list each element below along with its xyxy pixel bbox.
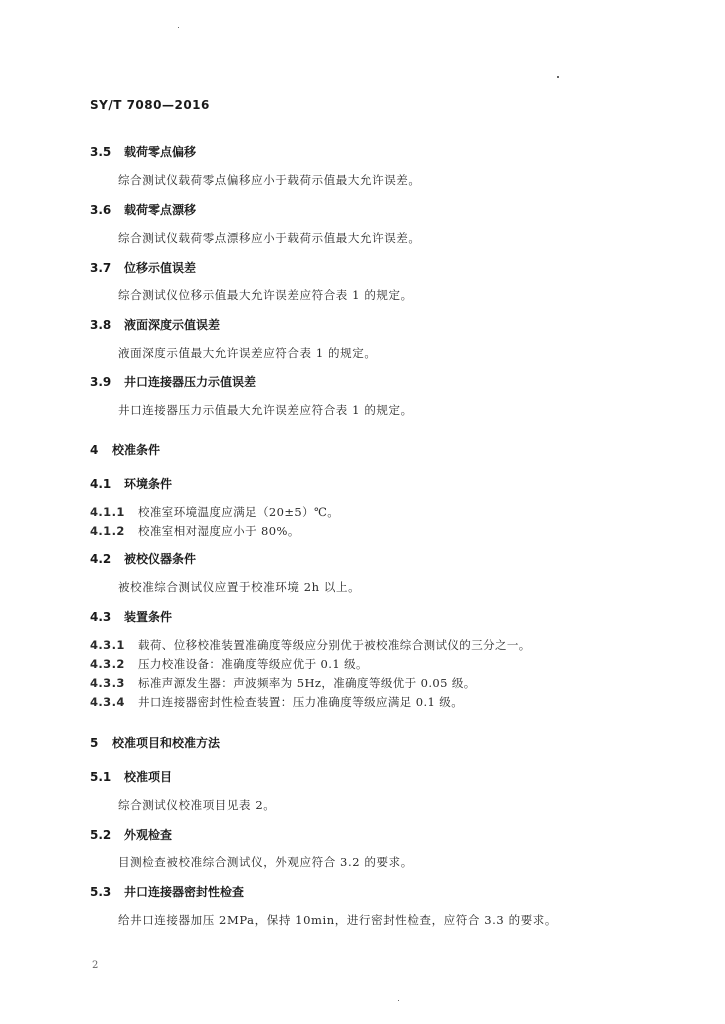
section-3-6-heading [90,201,196,218]
section-3-8-body: 液面深度示值最大允许误差应符合表 1 的规定。 [118,346,377,360]
section-title: 载荷零点偏移 [124,145,197,159]
clause-number: 4.3.2 [90,657,125,671]
clause-number: 4.3.1 [90,638,125,652]
section-number: 5.3 [90,885,112,899]
section-number: 4.3 [90,610,112,624]
clause-number: 4.3.3 [90,676,125,690]
section-4-3-heading [90,608,172,625]
clause-4-1-1 [90,504,339,520]
section-number: 3.6 [90,203,112,217]
section-3-6-body: 综合测试仪载荷零点漂移应小于载荷示值最大允许误差。 [118,231,421,245]
section-3-7-body: 综合测试仪位移示值最大允许误差应符合表 1 的规定。 [118,288,413,302]
section-number: 5.2 [90,828,112,842]
section-number: 4 [90,443,99,457]
section-5-3-body: 给井口连接器加压 2MPa，保持 10min，进行密封性检查，应符合 3.3 的要求。 [118,913,557,927]
section-title: 装置条件 [124,610,173,624]
section-4-heading [90,441,160,458]
section-title: 井口连接器压力示值误差 [124,375,257,389]
section-3-9-heading [90,373,256,390]
section-title: 校准条件 [112,443,161,457]
section-4-2-heading [90,550,196,567]
section-number: 3.7 [90,261,112,275]
section-5-heading [90,734,220,751]
section-number: 5 [90,736,99,750]
section-5-2-heading [90,826,172,843]
section-title: 载荷零点漂移 [124,203,197,217]
clause-4-3-1 [90,637,531,653]
clause-number: 4.3.4 [90,695,125,709]
section-3-5-body: 综合测试仪载荷零点偏移应小于载荷示值最大允许误差。 [118,173,421,187]
section-5-1-body: 综合测试仪校准项目见表 2。 [118,798,276,812]
scan-speck [557,76,559,78]
section-title: 校准项目和校准方法 [112,736,221,750]
page-number: 2 [92,960,99,971]
section-3-9-body: 井口连接器压力示值最大允许误差应符合表 1 的规定。 [118,403,413,417]
clause-4-3-2 [90,656,368,672]
section-title: 位移示值误差 [124,261,197,275]
section-number: 3.8 [90,318,112,332]
section-3-5-heading [90,143,196,160]
scan-speck [398,1000,399,1001]
section-4-1-heading [90,475,172,492]
section-title: 外观检查 [124,828,173,842]
clause-text: 标准声源发生器：声波频率为 5Hz，准确度等级优于 0.05 级。 [138,676,476,690]
clause-4-1-2 [90,523,300,539]
section-number: 3.5 [90,145,112,159]
section-number: 5.1 [90,770,112,784]
section-title: 校准项目 [124,770,173,784]
section-title: 液面深度示值误差 [124,318,221,332]
section-5-1-heading [90,768,172,785]
section-title: 环境条件 [124,477,173,491]
section-5-2-body: 目测检查被校准综合测试仪，外观应符合 3.2 的要求。 [118,855,413,869]
document-code: SY/T 7080—2016 [90,98,210,112]
clause-4-3-3 [90,675,476,691]
clause-text: 校准室环境温度应满足（20±5）℃。 [138,505,340,519]
section-4-2-body: 被校准综合测试仪应置于校准环境 2h 以上。 [118,580,361,594]
section-number: 4.1 [90,477,112,491]
section-5-3-heading [90,883,244,900]
clause-text: 井口连接器密封性检查装置：压力准确度等级应满足 0.1 级。 [138,695,464,709]
section-3-7-heading [90,259,196,276]
section-number: 3.9 [90,375,112,389]
clause-number: 4.1.1 [90,505,125,519]
clause-text: 载荷、位移校准装置准确度等级应分别优于被校准综合测试仪的三分之一。 [138,638,531,652]
clause-4-3-4 [90,694,463,710]
clause-text: 压力校准设备：准确度等级应优于 0.1 级。 [138,657,368,671]
clause-number: 4.1.2 [90,524,125,538]
section-3-8-heading [90,316,220,333]
section-title: 井口连接器密封性检查 [124,885,245,899]
section-number: 4.2 [90,552,112,566]
clause-text: 校准室相对湿度应小于 80%。 [138,524,300,538]
scan-speck [178,27,179,28]
section-title: 被校仪器条件 [124,552,197,566]
